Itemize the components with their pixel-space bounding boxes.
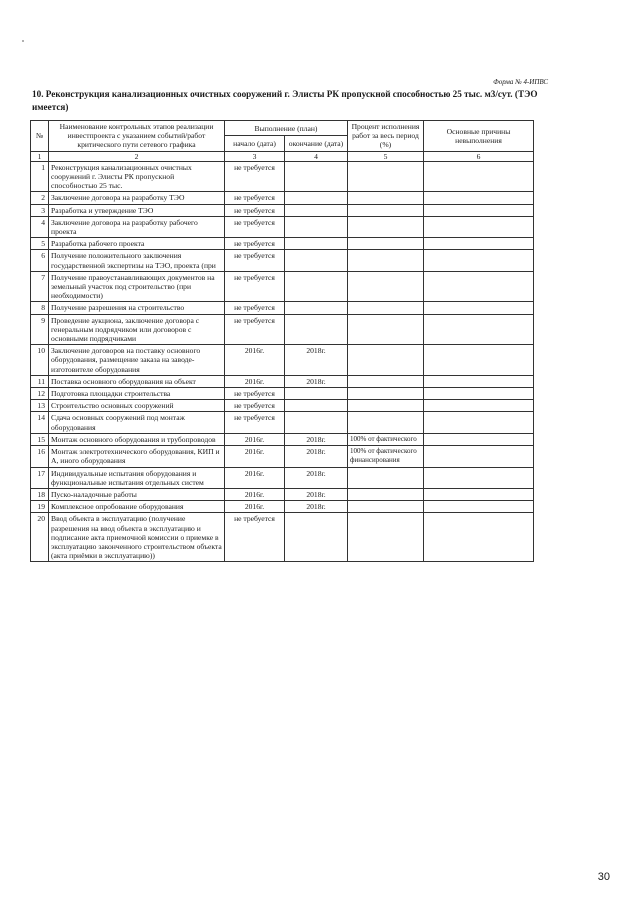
table-row <box>31 446 534 467</box>
stage-name: Получение разрешения на строительство <box>49 302 225 314</box>
table-row <box>31 314 534 345</box>
start-date: не требуется <box>225 314 285 345</box>
stage-name: Разработка рабочего проекта <box>49 238 225 250</box>
completion-percent <box>348 192 424 204</box>
end-date: 2018г. <box>285 446 348 467</box>
failure-reason <box>424 250 534 271</box>
table-row <box>31 238 534 250</box>
failure-reason <box>424 302 534 314</box>
row-number: 10 <box>31 345 49 376</box>
completion-percent: 100% от фактического финансирования <box>348 446 424 467</box>
row-number: 20 <box>31 513 49 562</box>
stage-name: Получение положительного заключения государственной экспертизы на ТЭО, проекта (при <box>49 250 225 271</box>
stage-name: Заключение договора на разработку рабочего проекта <box>49 216 225 237</box>
table-row <box>31 271 534 302</box>
row-number: 5 <box>31 238 49 250</box>
row-number: 3 <box>31 204 49 216</box>
start-date: не требуется <box>225 250 285 271</box>
stage-name: Ввод объекта в эксплуатацию (получение разрешения на ввод объекта в эксплуатацию и подписание акта приемочной комиссии о приемке в эксплуатацию законченного строительством объекта (акта приёмки в эксплуатацию)) <box>49 513 225 562</box>
completion-percent <box>348 314 424 345</box>
column-number: 3 <box>225 151 285 161</box>
completion-percent <box>348 238 424 250</box>
scan-speck <box>22 40 24 42</box>
end-date <box>285 161 348 192</box>
start-date: не требуется <box>225 271 285 302</box>
start-date: не требуется <box>225 400 285 412</box>
end-date: 2018г. <box>285 467 348 488</box>
stage-name: Строительство основных сооружений <box>49 400 225 412</box>
completion-percent <box>348 388 424 400</box>
header-start-date: начало (дата) <box>225 136 285 151</box>
column-number-row <box>31 151 534 161</box>
start-date: 2016г. <box>225 501 285 513</box>
completion-percent <box>348 501 424 513</box>
start-date: не требуется <box>225 412 285 433</box>
table-row <box>31 501 534 513</box>
end-date: 2018г. <box>285 501 348 513</box>
failure-reason <box>424 433 534 445</box>
failure-reason <box>424 216 534 237</box>
table-row <box>31 192 534 204</box>
failure-reason <box>424 314 534 345</box>
form-code: Форма № 4-ИПВС <box>493 78 548 86</box>
failure-reason <box>424 204 534 216</box>
start-date: не требуется <box>225 388 285 400</box>
end-date: 2018г. <box>285 488 348 500</box>
stage-name: Поставка основного оборудования на объект <box>49 375 225 387</box>
row-number: 4 <box>31 216 49 237</box>
row-number: 9 <box>31 314 49 345</box>
start-date: не требуется <box>225 161 285 192</box>
header-stage-name: Наименование контрольных этапов реализации инвестпроекта с указанием событий/работ критического пути сетевого графика <box>49 121 225 152</box>
completion-percent <box>348 488 424 500</box>
row-number: 14 <box>31 412 49 433</box>
completion-percent <box>348 271 424 302</box>
table-row <box>31 345 534 376</box>
header-execution-plan: Выполнение (план) <box>225 121 348 136</box>
start-date: не требуется <box>225 513 285 562</box>
start-date: 2016г. <box>225 375 285 387</box>
start-date: не требуется <box>225 192 285 204</box>
column-number: 4 <box>285 151 348 161</box>
failure-reason <box>424 446 534 467</box>
stage-name: Разработка и утверждение ТЭО <box>49 204 225 216</box>
page-number: 30 <box>597 871 610 883</box>
table-row <box>31 250 534 271</box>
column-number: 5 <box>348 151 424 161</box>
header-no: № <box>31 121 49 152</box>
table-row <box>31 488 534 500</box>
stage-name: Получение правоустанавливающих документов на земельный участок под строительство (при необходимости) <box>49 271 225 302</box>
failure-reason <box>424 192 534 204</box>
failure-reason <box>424 488 534 500</box>
start-date: не требуется <box>225 302 285 314</box>
table-row <box>31 388 534 400</box>
failure-reason <box>424 412 534 433</box>
failure-reason <box>424 161 534 192</box>
row-number: 18 <box>31 488 49 500</box>
failure-reason <box>424 271 534 302</box>
header-reasons: Основные причины невыполнения <box>424 121 534 152</box>
stage-name: Индивидуальные испытания оборудования и функциональные испытания отдельных систем <box>49 467 225 488</box>
completion-percent <box>348 216 424 237</box>
failure-reason <box>424 345 534 376</box>
completion-percent <box>348 204 424 216</box>
row-number: 8 <box>31 302 49 314</box>
end-date <box>285 204 348 216</box>
document-title: 10. Реконструкция канализационных очистных сооружений г. Элисты РК пропускной способностью 25 тыс. м3/сут. (ТЭО имеется) <box>32 89 538 112</box>
completion-percent <box>348 400 424 412</box>
row-number: 1 <box>31 161 49 192</box>
header-percent: Процент исполнения работ за весь период (%) <box>348 121 424 152</box>
failure-reason <box>424 467 534 488</box>
row-number: 13 <box>31 400 49 412</box>
completion-percent <box>348 467 424 488</box>
table-row <box>31 204 534 216</box>
end-date <box>285 271 348 302</box>
start-date: 2016г. <box>225 446 285 467</box>
start-date: 2016г. <box>225 488 285 500</box>
stage-name: Пуско-наладочные работы <box>49 488 225 500</box>
completion-percent <box>348 345 424 376</box>
table-row <box>31 433 534 445</box>
end-date: 2018г. <box>285 375 348 387</box>
end-date: 2018г. <box>285 345 348 376</box>
row-number: 19 <box>31 501 49 513</box>
start-date: 2016г. <box>225 345 285 376</box>
completion-percent <box>348 412 424 433</box>
stage-name: Проведение аукциона, заключение договора с генеральным подрядчиком или договоров с основными подрядчиками <box>49 314 225 345</box>
stage-name: Сдача основных сооружений под монтаж оборудования <box>49 412 225 433</box>
start-date: не требуется <box>225 238 285 250</box>
failure-reason <box>424 501 534 513</box>
column-number: 6 <box>424 151 534 161</box>
row-number: 16 <box>31 446 49 467</box>
end-date <box>285 388 348 400</box>
table-row <box>31 412 534 433</box>
stage-name: Реконструкция канализационных очистных сооружений г. Элисты РК пропускной способностью 25 тыс. <box>49 161 225 192</box>
end-date <box>285 216 348 237</box>
stage-name: Монтаж электротехнического оборудования, КИП и А, иного оборудования <box>49 446 225 467</box>
end-date <box>285 513 348 562</box>
start-date: 2016г. <box>225 467 285 488</box>
table-row <box>31 467 534 488</box>
stage-name: Подготовка площадки строительства <box>49 388 225 400</box>
header-end-date: окончание (дата) <box>285 136 348 151</box>
start-date: не требуется <box>225 204 285 216</box>
end-date <box>285 400 348 412</box>
table-row <box>31 375 534 387</box>
table-row <box>31 216 534 237</box>
end-date <box>285 412 348 433</box>
row-number: 12 <box>31 388 49 400</box>
failure-reason <box>424 238 534 250</box>
column-number: 2 <box>49 151 225 161</box>
row-number: 6 <box>31 250 49 271</box>
end-date <box>285 302 348 314</box>
table-header-row <box>31 121 534 136</box>
completion-percent <box>348 513 424 562</box>
row-number: 15 <box>31 433 49 445</box>
failure-reason <box>424 375 534 387</box>
table-row <box>31 513 534 562</box>
stage-name: Заключение договоров на поставку основного оборудования, размещение заказа на заводе-изготовителе оборудования <box>49 345 225 376</box>
completion-percent <box>348 302 424 314</box>
failure-reason <box>424 400 534 412</box>
table-row <box>31 400 534 412</box>
stage-name: Монтаж основного оборудования и трубопроводов <box>49 433 225 445</box>
control-stages-table <box>30 120 534 562</box>
completion-percent <box>348 161 424 192</box>
completion-percent <box>348 375 424 387</box>
completion-percent: 100% от фактического <box>348 433 424 445</box>
stage-name: Заключение договора на разработку ТЭО <box>49 192 225 204</box>
failure-reason <box>424 388 534 400</box>
table-row <box>31 302 534 314</box>
end-date <box>285 250 348 271</box>
start-date: 2016г. <box>225 433 285 445</box>
stage-name: Комплексное опробование оборудования <box>49 501 225 513</box>
end-date <box>285 238 348 250</box>
row-number: 17 <box>31 467 49 488</box>
column-number: 1 <box>31 151 49 161</box>
row-number: 7 <box>31 271 49 302</box>
failure-reason <box>424 513 534 562</box>
end-date <box>285 192 348 204</box>
table-row <box>31 161 534 192</box>
row-number: 11 <box>31 375 49 387</box>
end-date: 2018г. <box>285 433 348 445</box>
start-date: не требуется <box>225 216 285 237</box>
row-number: 2 <box>31 192 49 204</box>
end-date <box>285 314 348 345</box>
completion-percent <box>348 250 424 271</box>
